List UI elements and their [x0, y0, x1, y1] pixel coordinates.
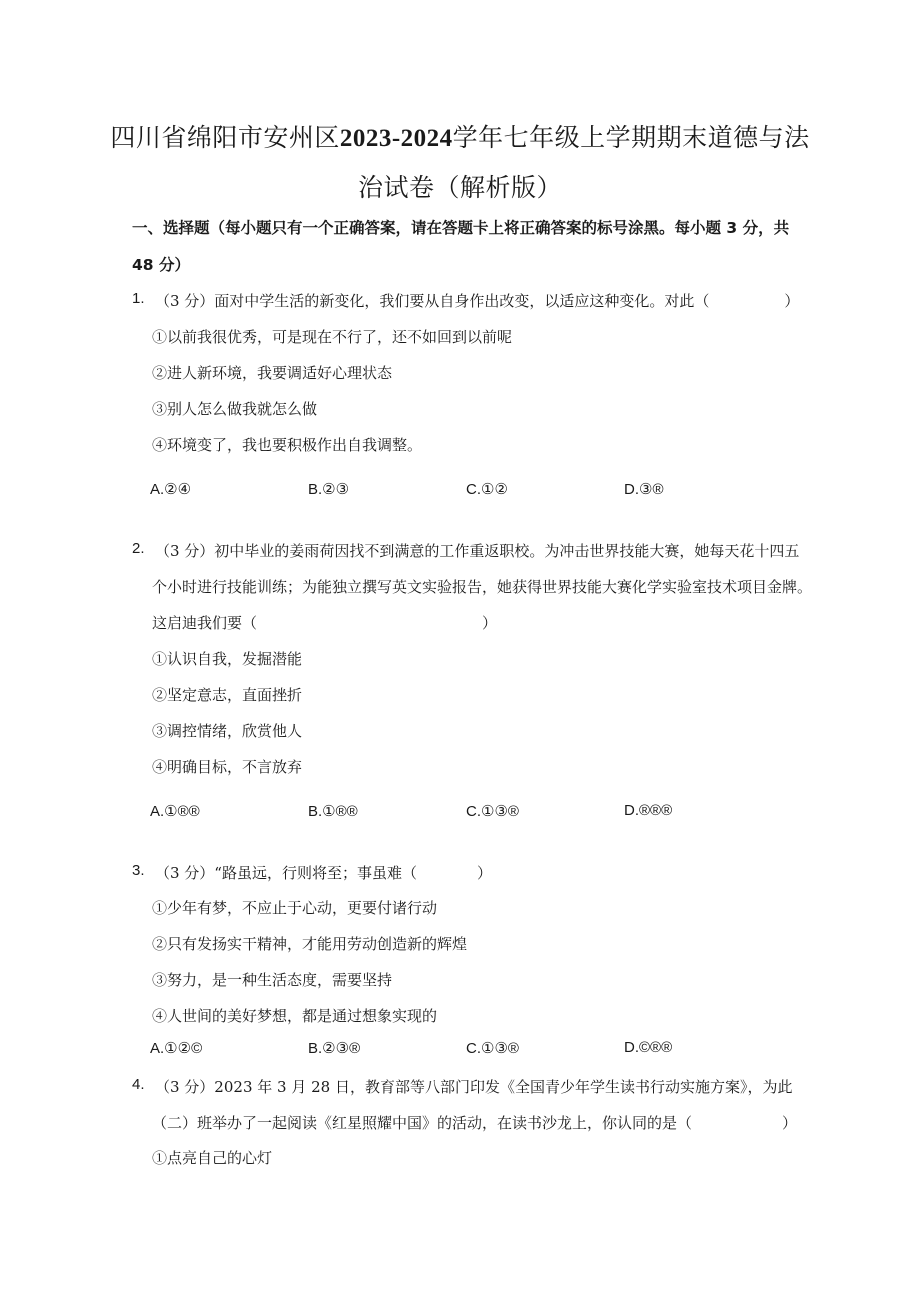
answer-option-c[interactable]: C.①② — [466, 481, 508, 498]
question-stem-line: 个小时进行技能训练；为能独立撰写英文实验报告，她获得世界技能大赛化学实验室技术项目金牌。 — [152, 578, 813, 596]
title-years: 2023-2024 — [339, 125, 453, 152]
question-number: 2. — [132, 540, 145, 557]
answer-option-c[interactable]: C.①③® — [466, 803, 519, 820]
statement-item: ④明确目标，不言放弃 — [152, 758, 303, 776]
answer-option-b[interactable]: B.②③ — [308, 481, 350, 498]
statement-item: ①点亮自己的心灯 — [152, 1149, 273, 1167]
statement-item: ③调控情绪，欣赏他人 — [152, 722, 303, 740]
answer-choices — [150, 1039, 790, 1061]
title-suffix: 学年七年级上学期期末道德与法 — [452, 123, 810, 152]
answer-option-d[interactable]: D.©®® — [624, 1039, 673, 1056]
question-stem-line: （二）班举办了一起阅读《红星照耀中国》的活动，在读书沙龙上，你认同的是（ ） — [152, 1114, 798, 1132]
question-stem-line: 这启迪我们要（ ） — [152, 614, 498, 632]
question-stem-line: （3 分）2023 年 3 月 28 日，教育部等八部门印发《全国青少年学生读书行动实施方案》，为此 — [155, 1078, 793, 1096]
answer-option-b[interactable]: B.②③® — [308, 1040, 361, 1057]
answer-option-a[interactable]: A.②④ — [150, 481, 192, 498]
question-number: 4. — [132, 1076, 145, 1093]
statement-item: ③别人怎么做我就怎么做 — [152, 400, 318, 418]
question-stem-line: （3 分）初中毕业的姜雨荷因找不到满意的工作重返职校。为冲击世界技能大赛，她每天花十四五 — [155, 542, 800, 560]
exam-title-line-1 — [60, 118, 860, 154]
question-number: 3. — [132, 862, 145, 879]
answer-option-d[interactable]: D.③® — [624, 481, 664, 498]
answer-choices — [150, 802, 790, 824]
statement-item: ④环境变了，我也要积极作出自我调整。 — [152, 436, 423, 454]
answer-option-b[interactable]: B.①®® — [308, 803, 358, 820]
statement-item: ②进人新环境，我要调适好心理状态 — [152, 364, 393, 382]
statement-item: ②只有发扬实干精神，才能用劳动创造新的辉煌 — [152, 935, 468, 953]
answer-option-c[interactable]: C.①③® — [466, 1040, 519, 1057]
question-stem-line: （3 分）面对中学生活的新变化，我们要从自身作出改变，以适应这种变化。对此（ ） — [155, 292, 800, 310]
answer-option-a[interactable]: A.①®® — [150, 803, 200, 820]
statement-item: ①少年有梦，不应止于心动，更要付诸行动 — [152, 899, 438, 917]
statement-item: ①认识自我，发掘潜能 — [152, 650, 303, 668]
statement-item: ②坚定意志，直面挫折 — [152, 686, 303, 704]
statement-item: ①以前我很优秀，可是现在不行了，还不如回到以前呢 — [152, 328, 513, 346]
answer-choices — [150, 480, 790, 502]
question-stem-line: （3 分）“路虽远，行则将至；事虽难（ ） — [155, 864, 492, 882]
exam-title-line-2: 治试卷（解析版） — [357, 173, 562, 202]
title-prefix: 四川省绵阳市安州区 — [110, 123, 340, 152]
answer-option-a[interactable]: A.①②© — [150, 1040, 203, 1057]
statement-item: ④人世间的美好梦想，都是通过想象实现的 — [152, 1007, 438, 1025]
answer-option-d[interactable]: D.®®® — [624, 802, 673, 819]
section-heading-line-2: 48 分） — [132, 256, 190, 274]
section-heading-line-1: 一、选择题（每小题只有一个正确答案，请在答题卡上将正确答案的标号涂黑。每小题 3 分，共 — [132, 219, 790, 237]
question-number: 1. — [132, 290, 145, 307]
statement-item: ③努力，是一种生活态度，需要坚持 — [152, 971, 393, 989]
